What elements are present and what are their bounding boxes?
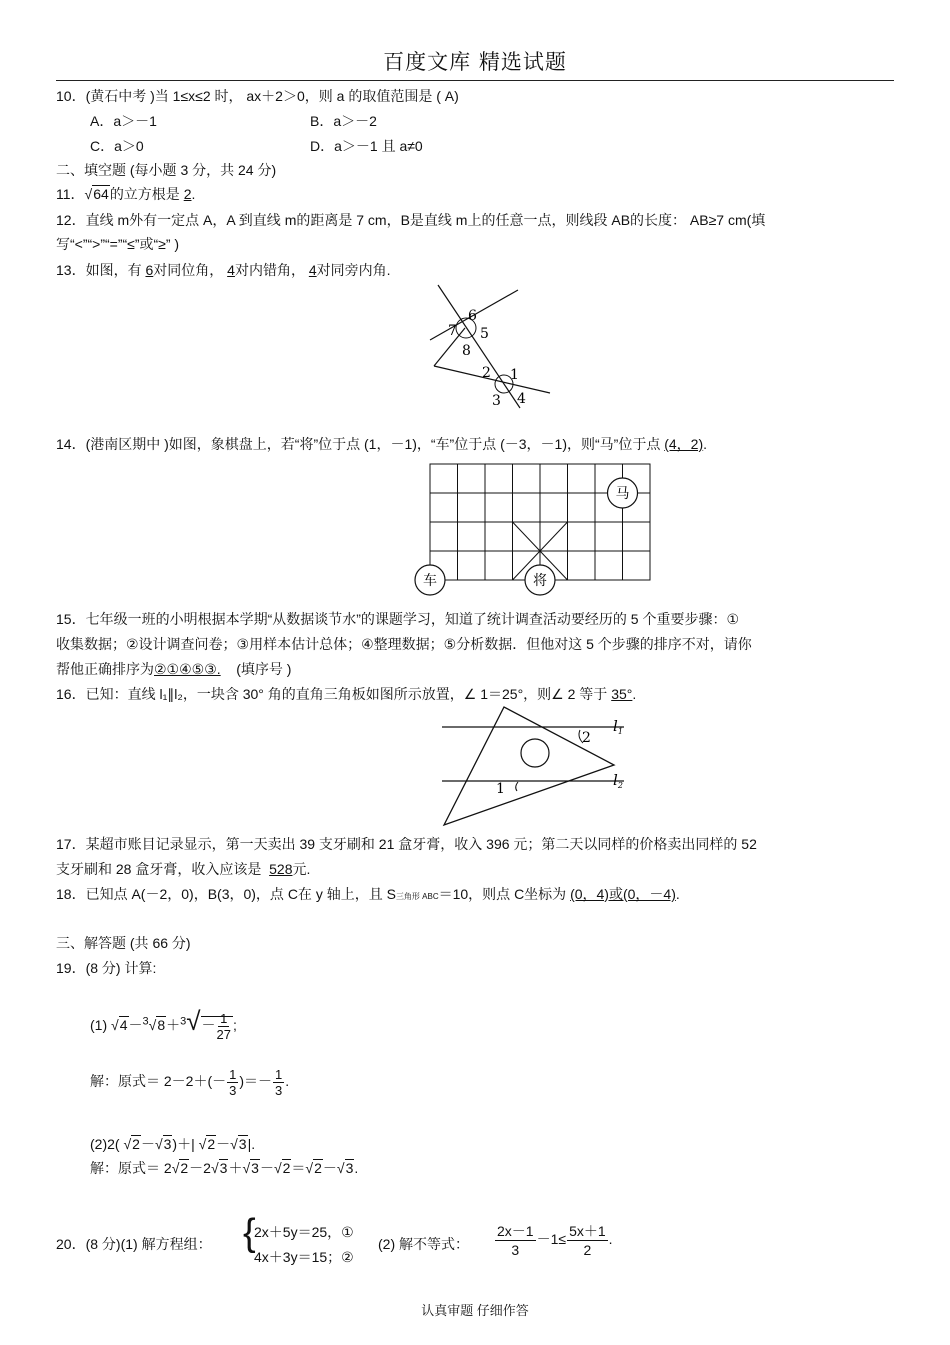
q19-s2-t1: －2 [189,1160,211,1176]
sqrt-symbol: √ [171,1160,180,1176]
q19-p2-prefix: (2)2( [90,1136,120,1152]
q13-text-3: 对同旁内角. [316,262,391,278]
chess-piece-ma [608,478,638,508]
q14-answer: (4，2) [664,436,704,452]
sqrt-symbol: √ [336,1160,345,1176]
q13-stem [56,260,391,280]
q20-equation-1: 2x＋5y＝25，① [254,1224,354,1240]
cbrt-symbol-large: √ [186,1006,201,1036]
q20-fraction-1 [495,1222,536,1259]
q17-line2 [56,859,310,879]
q19-s2-t4: ＝ [291,1160,306,1176]
equation-system-brace: { [243,1212,256,1254]
sqrt-symbol: √ [230,1136,238,1152]
q19-p2-minus: － [140,1136,155,1152]
q11-answer: 2 [183,186,192,202]
q20-inequality [494,1222,613,1259]
q13-label-2: 2 [482,365,491,381]
q16-end: . [632,686,637,702]
q19-p2-b: 3 [163,1136,172,1152]
q19-solution-1 [90,1064,289,1098]
q19-solution-2 [90,1158,358,1178]
q13-answer-alternate: 4 [227,262,235,278]
sqrt-symbol: √ [111,1017,119,1033]
q20-f1-num: 2x－1 [497,1223,534,1239]
q11-radicand: 64 [93,186,109,202]
chess-piece-jiang-label: 将 [533,573,547,589]
q19-s2-d: 2 [282,1160,291,1176]
q11-prefix: 11． [56,186,85,202]
q19-p1-frac-den: 27 [216,1026,231,1042]
cbrt-symbol: √ [148,1017,157,1033]
q20-prefix: 20．(8 分)(1) 解方程组： [56,1236,212,1252]
q17-answer: 528 [269,861,293,877]
sqrt-symbol: √ [305,1160,314,1176]
q19-s2-a: 2 [180,1160,189,1176]
q17-line1: 17．某超市账目记录显示，第一天卖出 39 支牙刷和 21 盒牙膏，收入 396 元；第二天以同样的价格卖出同样的 52 [56,836,757,852]
q19-p1-radicand-1: 4 [119,1017,128,1033]
q19-p1-fraction [217,1011,231,1042]
q19-s1-den2: 3 [275,1082,283,1098]
q16-l1-label: $l_1$ [613,717,623,736]
q16-angle-1-label: 1 [496,781,505,797]
q12-line2: 写“<”“>”“=”“≤”或“≥” ) [56,236,180,252]
sqrt-symbol: √ [242,1160,251,1176]
q19-s2-f: 3 [345,1160,354,1176]
q16-stem [56,684,636,704]
q19-p2-c: 2 [207,1136,216,1152]
chess-piece-che-label: 车 [423,573,437,589]
q19-p2-d: 3 [238,1136,247,1152]
page-header-title: 百度文库 精选试题 [383,50,567,74]
q14-chessboard-figure [410,460,660,596]
q19-part1-label: (1) [90,1017,108,1033]
q20-mid: －1≤ [536,1231,567,1248]
q13-label-6: 6 [468,308,477,324]
q13-label-4: 4 [517,391,526,407]
q13-text-2: 对内错角， [234,262,305,278]
q11-end: . [191,186,196,202]
q19-stem: 19．(8 分) 计算: [56,960,157,976]
q13-answer-corresponding: 6 [145,262,154,278]
q19-p1-root-index-2: 3 [180,1015,187,1028]
q19-s2-b: 3 [219,1160,228,1176]
q19-p1-radicand-2: 8 [157,1017,166,1033]
q20-part2-prefix: (2) 解不等式： [378,1236,469,1252]
q10-option-d: D．a＞－1 且 a≠0 [310,138,423,154]
q14-stem [56,434,707,454]
sqrt-symbol: √ [154,1136,163,1152]
sqrt-symbol: √ [198,1136,207,1152]
sqrt-symbol: √ [123,1136,132,1152]
q20-fraction-2 [567,1222,608,1259]
q19-s2-prefix: 解：原式＝ 2 [90,1160,172,1176]
q19-p2-end: |. [247,1136,256,1152]
q10-option-a: A．a＞－1 [90,113,157,129]
q13-label-8: 8 [462,343,471,359]
page-footer: 认真审题 仔细作答 [421,1303,529,1318]
q10-stem: 10．(黄石中考 )当 1≤x≤2 时， ax＋2＞0，则 a 的取值范围是 ( A) [56,88,459,104]
q11 [56,184,195,204]
q19-p2-minus2: － [216,1136,231,1152]
q17-line2-prefix: 支牙刷和 28 盒牙膏，收入应该是 [56,861,266,877]
q16-triangle-figure [438,703,638,829]
q19-p1-minus: － [128,1017,143,1033]
q19-s1-num: 1 [229,1066,237,1082]
chess-piece-jiang [525,565,555,595]
q15-line1: 15．七年级一班的小明根据本学期“从数据谈节水”的课题学习，知道了统计调查活动要经历的 5 个重要步骤：① [56,611,740,627]
q14-end: . [703,436,708,452]
q16-l2-label: $l_2$ [613,771,623,790]
q19-s1-fraction-1 [227,1067,238,1098]
q19-s1-mid: )＝－ [239,1073,273,1089]
q19-part2-expression [90,1134,255,1154]
q11-text: 的立方根是 [109,186,180,202]
q19-s2-e: 2 [314,1160,322,1176]
q18-prefix: 18．已知点 A(－2，0)，B(3，0)，点 C在 y 轴上，且 S [56,886,396,902]
section-3-title: 三、解答题 (共 66 分) [56,935,191,951]
q16-angle-2-label: 2 [582,730,591,746]
q19-part1-expression [90,1004,237,1042]
q19-s2-t3: － [259,1160,274,1176]
q19-p1-radicand-3 [201,1010,233,1042]
q18-stem [56,884,680,904]
chess-piece-ma-label: 马 [615,486,630,502]
q19-s1-prefix: 解：原式＝ 2－2＋(－ [90,1073,227,1089]
q15-line3-suffix: (填序号 ) [232,661,292,677]
q16-answer: 35° [611,686,633,702]
q19-s1-end: . [285,1073,290,1089]
q19-s2-c: 3 [251,1160,259,1176]
q19-s1-num2: 1 [275,1066,283,1082]
q19-p1-frac-num: 1 [220,1010,228,1026]
q15-answer: ②①④⑤③. [154,661,221,677]
q14-text: 14．(港南区期中 )如图，象棋盘上，若“将”位于点 (1，－1)，“车”位于点 (－3，－1)，则“马”位于点 [56,436,661,452]
sqrt-symbol: √ [84,186,93,202]
q13-label-7: 7 [448,323,457,339]
q13-label-1: 1 [510,367,519,383]
q19-p1-plus: ＋ [166,1017,181,1033]
q19-p2-a: 2 [132,1136,140,1152]
q13-text-1: 对同位角， [153,262,224,278]
q13-label-3: 3 [492,393,501,409]
q13-prefix: 13．如图，有 [56,262,146,278]
q20-f2-den: 2 [583,1242,592,1258]
set-square-hole [521,739,549,767]
q18-subscript: 三角形 ABC [395,892,439,901]
q19-s2-t2: ＋ [228,1160,243,1176]
q19-s2-t5: － [322,1160,337,1176]
q15-line2: 收集数据；②设计调查问卷；③用样本估计总体；④整理数据；⑤分析数据．但他对这 5 个步骤的排序不对，请你 [56,636,752,652]
q19-p2-mid: )＋| [172,1136,195,1152]
q10-option-c: C．a＞0 [90,138,144,154]
sqrt-symbol: √ [210,1160,219,1176]
q19-s1-fraction-2 [273,1067,284,1098]
q15-line3-prefix: 帮他正确排序为 [56,661,154,677]
q18-answer: (0，4)或(0，－4) [570,886,676,902]
q19-p1-r3-sign: － [201,1017,216,1033]
q20-end: . [608,1231,613,1248]
header-rule [56,80,894,81]
chess-piece-che [415,565,445,595]
q20-f1-den: 3 [511,1242,520,1258]
q19-p1-root-index: 3 [142,1015,149,1028]
q19-p1-end: ; [232,1017,237,1033]
q13-label-5: 5 [480,326,489,342]
q18-text: ＝10，则点 C坐标为 [438,886,571,902]
section-2-title: 二、填空题 (每小题 3 分，共 24 分) [56,162,277,178]
q10-option-b: B．a＞－2 [310,113,377,129]
q20-f2-num: 5x＋1 [569,1223,606,1239]
q17-line2-suffix: 元. [292,861,311,877]
q15-line3 [56,659,291,679]
q12-line1: 12．直线 m外有一定点 A，A 到直线 m的距离是 7 cm，B是直线 m上的任意一点，则线段 AB的长度： AB≥7 cm(填 [56,212,766,228]
sqrt-symbol: √ [273,1160,282,1176]
q16-text: 16．已知：直线 l₁∥l₂，一块含 30° 角的直角三角板如图所示放置，∠ 1＝25°，则∠ 2 等于 [56,686,608,702]
q13-angle-figure [420,280,560,428]
q19-s1-den: 3 [229,1082,237,1098]
q20-equation-2: 4x＋3y＝15；② [254,1249,354,1265]
q18-end: . [675,886,680,902]
q13-answer-interior: 4 [308,262,317,278]
q19-s2-end: . [354,1160,359,1176]
